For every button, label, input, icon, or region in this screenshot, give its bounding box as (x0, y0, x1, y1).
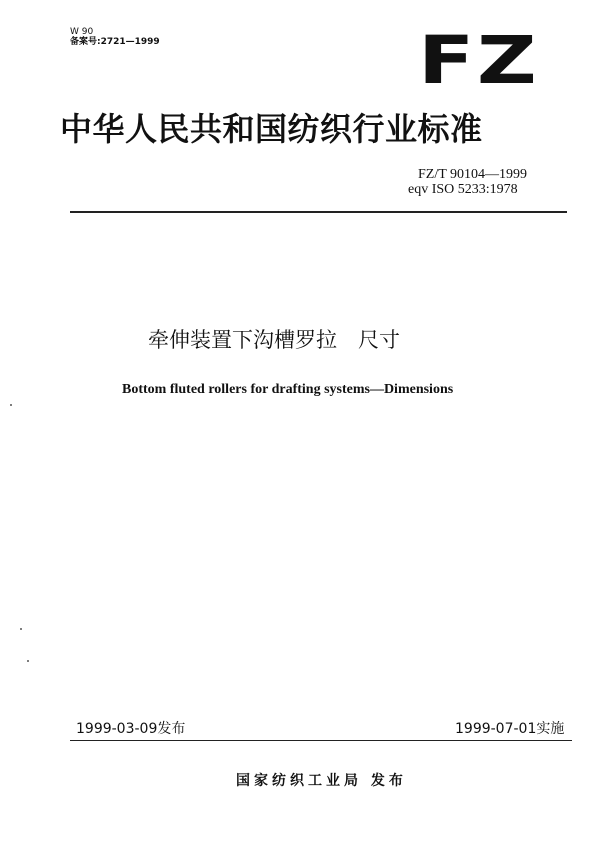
standard-number: FZ/T 90104—1999 (418, 167, 528, 182)
standard-title: 中华人民共和国纺织行业标准 (60, 110, 483, 148)
fz-logo: FZ (418, 22, 540, 99)
scan-speck (27, 660, 29, 662)
scan-speck (10, 404, 12, 406)
document-title-english: Bottom fluted rollers for drafting systems—Dimensions (122, 382, 454, 397)
classification-code: W 90 (70, 27, 94, 37)
issue-date: 1999-03-09发布 (76, 721, 186, 737)
publisher: 国家纺织工业局 发布 (236, 773, 407, 789)
scan-speck (20, 628, 22, 630)
implementation-date: 1999-07-01实施 (455, 721, 565, 737)
record-number: 备案号:2721—1999 (70, 37, 160, 47)
equivalent-standard: eqv ISO 5233:1978 (408, 182, 518, 197)
top-divider (70, 211, 567, 213)
document-title-chinese: 牵伸装置下沟槽罗拉 尺寸 (148, 328, 400, 352)
bottom-divider (70, 740, 572, 741)
